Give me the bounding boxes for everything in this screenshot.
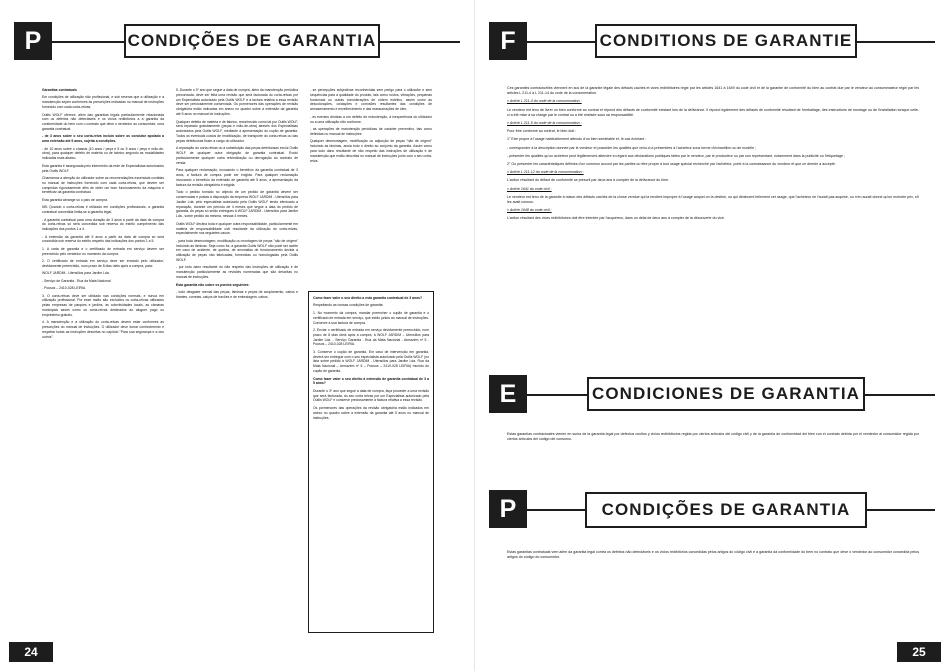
french-warranty-text [507,86,919,358]
callout-q2-body-0: Durante o 3º ano que segue a data de compra, faça proceder a uma revisão que será facturada, do seu corta relvas por um Especialista autorizado pela Outils WOLF e conserve preciosamente a factura relativa a essa revisão. [313,388,429,403]
callout-item-0: 1. No momento da compra, mandar preencher o cupão de garantia e o certificado de entrada em serviço, que estão juntos ao manual de instruções. Conserve a sua factura de compra. [313,310,429,325]
left-col2-p4: Todo o pedido tomado no objecto de um pedido de garantia devem ser conservadas e postas à disposição da empresa WOLF JARDIM - Utensílios para Jardim Lda. pelo especialista autorizado pela Outils WOLF tendo efectuado a reparação, durante um período de 4 meses que segue a data do pedido de garantia. As peças só serão entregues à WOLF JARDIM - Utensílios para Jardim Lda., sobre pedido da mesma, nessas 4 meses. [176,190,298,219]
callout-item-1: 2. Enviar o certificado de entrada em serviço devidamente preenchido, num prazo de 8 dias úteis após a compra, à WOLF JARDIM – Utensílios para Jardim Lda. - Serviço Garantia - Rua da Mata Nacional - Armazém nº 5 - Pousos – 2410-028 LEIRIA. [313,327,429,347]
language-badge-pt-bottom: P [489,490,527,528]
left-col3-p1: - es eventos devidas a um defeito de manutenção, à inexperiência do utilizador ou a uma utilização não conforme, [310,114,432,124]
left-col1-p15: 3. O corta-relvas deve ser utilizado nas condições normais, e nunca em utilização profissional. Por esse razão são excluídos os corta-relvas utilizados pelas empresas de parques e jardins, as colectividades locais, as câmaras municipais assim como os corta-relvas destinados ao aluguer pago ou empréstimo gratuito. [42,293,164,317]
language-badge-pt-top: P [14,22,52,60]
title-rule-ptb-right [867,509,935,511]
language-badge-fr: F [489,22,527,60]
left-column-3 [310,88,432,288]
left-col2-p5: Outils WOLF declina toda e qualquer outra responsabilidade, particularmente em matéria de responsabilidade civil resultante da utilização do corta-relvas, especialmente nos seguintes casos: [176,221,298,236]
left-col2-p7: - por todo dano resultante do não respeito das instruções de utilização e de manutenção particularmente as revisões numeradas que são descritas no manual de instruções. [176,265,298,280]
fr-sec1-title: » Article L 211-5 du code de la consommation : [507,121,582,126]
left-col1-p3: - de 10 anos sobre o chassis (10 anos / peça e 5 ou 5 anos / peça e mão-de-obra), para qualquer defeito de matéria ou de fabrico segundo as modalidades indicadas mais abaixo. [42,146,164,161]
left-col1-p12: WOLF JARDIM - Utensílios para Jardim Lda. [42,271,110,276]
header-title-es: CONDICIONES DE GARANTIA [591,384,861,403]
page-number-right: 25 [897,642,941,662]
fr-sec0-title: » Article L 211-4 du code de la consommation : [507,99,582,104]
left-col1-p10: 1. A carta de garantia e o certificado de entrada em serviço devem ser preenchido pelo vendedor no momento da compra. [42,246,164,256]
left-col3-p0: - se percepções subjectivas reconhecidas sem perigo para o utilizador e sem sequências para a qualidade do produto, tais como ruídos, vibrações, pequenas funcionais ou outras considerações de ordem estético, assim como as descolorações, oxidações e corrosões resultantes das condições de armazenamento e envelhecimento e das reassumações de óleo, [310,88,432,112]
title-rule-right [380,41,460,43]
left-col1-p8: - A garantia contratual para uma duração de 3 anos a partir da data de compra do corta-relvas só será concedida sob reserva do estrito cumprimento das indicações dos pontos 1 a 4. [42,217,164,232]
fr-sec2-p0: L'action résultant du défaut de conformité se prescrit par deux ans à compter de la délivrance du bien. [507,178,670,183]
spanish-warranty-text [507,432,919,492]
header-title-pt-bottom: CONDIÇÕES DE GARANTIA [601,500,851,519]
left-col1-p0: Em condições de utilização não profissional, e sob reserva que a utilização e a manutenção sejam conformes às prescrições indicadas no manual de instruções fornecido com cada corta-relvas, [42,95,164,110]
title-rule-fr-right [857,41,935,43]
left-col2-p6: - para toda desmontagem, modificação ou montagem de peças "não de origem" incluindo as lâminas. Seja como for, a garantia Outils WOLF não pode ser aceite em caso de acidente, de quebra, de anomalias de funcionamento devida à utilização de peças não fabricadas, fornecidas ou homologadas pela Outils WOLF. [176,238,298,263]
header-title-box-pt-top [124,24,380,58]
title-rule-es-left [527,394,587,396]
portuguese-warranty-text-bottom [507,550,919,610]
left-col1-p2: - de 3 anos sobre o seu corta-relva incluin sobre os condutor apoiado a uma extensão até 5 anos, sujeita a condições. [42,134,164,144]
right-page [475,0,950,671]
left-col2-p2: A reparação do corta-relvas ou a substituição das peças defeituosas exclui Outils WOLF de qualquer outra obrigação de garantia contratual. Exclui particularmente qualquer outra reivindicação ou derrogação ao contrato de venda. [176,146,298,165]
fr-sec0-p0: Le vendeur est tenu de livrer un bien conforme au contrat et répond des défauts de conformité existant lors de la délivrance. Il répond également des défauts de conformité résultant de l'emballage, des instructions de montage ou de l'installation lorsque celle-ci a été mise à sa charge par le contrat ou a été réalisée sous sa responsabilité. [507,107,919,117]
left-col1-p9: - A extensão da garantia até 5 anos a partir da data de compra só será concedida sob reserva do estrito respeito das indicações dos pontos 1 a 5. [42,234,164,244]
callout-item-2: 3. Conserve o cupão de garantia. Em caso de intervenção em garantia, deverá ser entregue com o seu especialista autorizado pela Outils WOLF (no lista sobre pedido à WOLF JARDIM - Utensílios para Jardim Lda. Rua da Mata Nacional – Armazém nº 5 – Pousos – 2410-028 LEIRIA) munido do cupão de garantia. [313,349,429,374]
left-col2-tail-0: - todo desgaste normal das peças, lâminas e peças de acoplamento, cabos e tirantes, correias, calços de travões e de embraiagem, cabos. [176,289,298,299]
page-number-left: 24 [9,642,53,662]
fr-intro: Ces garanties contractuelles viennent en sus de la garantie légale des défauts cachés et vices rédhibitoires régie par les articles 1641 à 1649 du code civil et de la garantie de conformité du bien au contrat due par le vendeur au consommateur régie par les articles L 211-4 à L 211-14 du code de la consommation. [507,86,919,96]
left-col1-p11: 2. O certificado de entrada em serviço deve ser enviado pelo utilizador, devidamente preenchido, num prazo de 8 dias úteis após a compra, para: [42,259,164,268]
fr-sec1-p4: 2° Ou présenter les caractéristiques définies d'un commun accord par les parties ou être propre à tout usage spécial recherché par l'acheteur, porté à la connaissance du vendeur et que ce dernier a accepté. [507,162,836,167]
left-col2-bold-head: Esta garantia não cobre os pontos seguintes: [176,282,250,287]
header-title-box-pt-bottom [585,492,867,528]
language-badge-es: E [489,375,527,413]
fr-sec1-p1: 1° Etre propre à l'usage habituellement attendu d'un bien semblable et, le cas échéant : [507,137,647,142]
title-rule-es-right [865,394,935,396]
callout-q2-body-1: Os pormenores das operações da revisão obrigatória estão indicados em anexo no quadro sobre a extensão da garantia até 5 anos no manual de instruções. [313,405,429,420]
left-column-2 [176,88,298,633]
fr-sec1-p0: Pour être conforme au contrat, le bien doit : [507,129,577,134]
header-title-pt-top: CONDIÇÕES DE GARANTIA [127,31,377,50]
left-col3-p3: Qualquer desmontagem, modificação ou adjunção de peças "não de origem" incluindo as lâminas, anula todo o direito ao conjunto da garantia. Assim como para todo dano resultante de não respeito das instruções de utilização e de manutenção que estão descritas no manual de instruções junto com o seu corta-relva. [310,139,432,163]
left-col2-p0: 5. Durante o 3º ano que segue a data de compra, além da manutenção periódica precorizada, deve ser feita uma revisão que será facturada do corta-relvas por um Especialista autorizado pela Outils WOLF e a factura relativa a essa revisão deve ser preciosamente conservada. Os pormenores das operações de revisão obrigatória estão indicadas em anexo no quadro sobre a extensão da garantia até 5 anos no manual de instruções. [176,88,298,117]
callout-q2-title: Como fazer valer o seu direito à extensão de garantia contratual de 3 a 5 anos? [313,376,429,386]
header-title-box-es [587,377,865,411]
fr-sec4-title: » Article 1648 du code civil : [507,208,552,213]
es-p0: Estas garantías contractuales vienen en suma de la garantía legal por defectos ocultos y vicios redhibitorios regida por ciertos artículos del código civil y de la garantía de conformidad del bien con el contrato debida por el vendedor al consumidor regida por ciertos artículos del código del consumo. [507,432,919,442]
fr-sec1-p2: - correspondre à la description donnée par le vendeur et posséder les qualités que celui-ci a présentées à l'acheteur sous forme d'échantillon ou de modèle ; [507,145,757,150]
fr-sec4-p0: L'action résultant des vices rédhibitoires doit être intentée par l'acquéreur, dans un délai de deux ans à compter de la découverte du vice. [507,216,725,221]
left-col1-p5: Chamamos a atenção do utilizador sobre as recomendações essenciais contidas no manual de instruções fornecido com cada corta-relvas, que devem ser cumpridas rigorosamente afim de obter um bom funcionamento da máquina e beneficiar da garantia contratual. [42,175,164,195]
left-col1-p7: NB: Quando o corta-relvas é utilizado em condições profissionais, a garantia contratual concedida limita-se à garantia legal. [42,205,164,215]
title-rule-ptb-left [527,509,585,511]
fr-sec1-p3: - présenter les qualités qu'un acheteur peut légitimement attendre eu égard aux déclarations publiques faites par le vendeur, par le producteur ou par son représentant, notamment dans la publicité ou l'étiquetage ; [507,153,845,158]
left-col1-p1: Outils WOLF oferece, além das garantias legais particularmente relacionada com os defeitos não detectáveis e os vícios redibitórios a a garantia da conformidade do bem com o contrato que deve o vendedor ao consumidor, uma garantia contratual: [42,112,164,131]
title-rule-fr-left [527,41,595,43]
left-col1-heading: Garantias contratuais [42,88,77,92]
left-col1-p16: 4. A manutenção e a utilização do corta-relvas devem estar conformes as prescrições do manual de instruções. O utilizador deve tomar conhecimento e respeitar todas as instruções descritas no capítulo "Para sua segurança e a dos outros". [42,320,164,339]
warranty-callout-box [308,291,434,633]
left-col2-p1: Qualquer defeito de matéria e de fabrico, reconhecido como tal por Outils WOLF, será reparado gratuitamente (peças e mão-de-obra) através dos Especialistas autorizados pela Outils WOLF, mediante a apresentação do cupão de garantia. Todos os eventuais custos de imobilização, de transporte do corta-relvas ou das peças defeituosas ficam a cargo do utilizador. [176,119,298,143]
left-col1-p14: - Pousos – 2410-028 LEIRIA. [42,286,87,291]
left-col1-p6: Esta garantia abrange só o país de compra. [42,197,108,202]
fr-sec2-title: » Article L 211-12 du code de la consommation : [507,170,584,175]
left-col2-p3: Para qualquer reclamação, invocando o benefício da garantia contratual de 3 anos, a factura de compra pode ser exigida. Para qualquer reclamação invocando o benefício da extensão de garantia até 5 anos, a apresentação da factura da revisão obrigatória é exigida. [176,168,298,187]
header-title-fr: CONDITIONS DE GARANTIE [599,31,853,50]
fr-sec3-p0: Le vendeur est tenu de la garantie à raison des défauts cachés de la chose vendue qui la rendent impropre à l'usage auquel on la destine, ou qui diminuent tellement cet usage, que l'acheteur ne l'aurait pas acquise, ou n'en aurait donné qu'un moindre prix, s'il les avait connus. [507,194,919,205]
ptb-p0: Estas garantias contratuais vem além da garantia legal contra os defeitos não detectáveis e os vícios redibitórios concedidas pelos artigos do código civil e a garantia da conformidade do bem no contrato que deve o vendedor ao consumidor concedida pelos artigos do código do consumidor. [507,550,919,560]
header-title-box-fr [595,24,857,58]
title-rule-left [52,41,124,43]
left-col1-p13: - Serviço de Garantia - Rua da Mata Nacional [42,278,111,283]
fr-sec3-title: » Article 1641 du code civil : [507,186,552,191]
left-col1-p4: Esta garantia é assegurada pelo intermédio da rede de Especialistas autorizados pela Outils WOLF. [42,163,164,173]
left-column-1 [42,88,164,633]
callout-title: Como fazer valer o seu direito a esta garantia contratual de 3 anos? [313,296,423,300]
callout-subtitle: Respeitando as nossas condições de garantia: [313,303,384,308]
left-col3-p2: - as operações de manutenção periódicas de carácter preventivo, tais como definidas no manual de instruções. [310,126,432,136]
